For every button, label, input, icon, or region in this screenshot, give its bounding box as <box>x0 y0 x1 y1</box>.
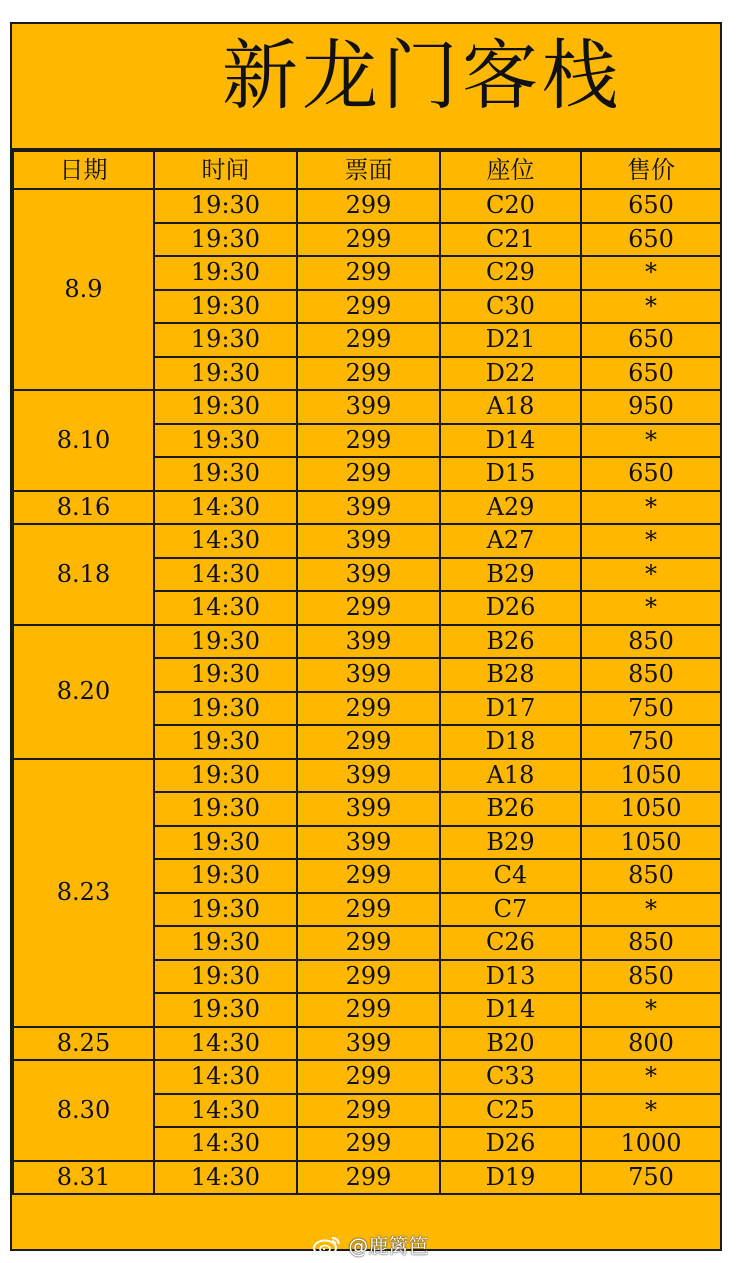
table-row <box>13 1027 721 1061</box>
price-cell: 750 <box>581 1161 721 1195</box>
header-time: 时间 <box>154 151 297 189</box>
table-header-row <box>13 151 721 189</box>
price-cell: * <box>581 290 721 324</box>
time-cell: 19:30 <box>154 725 297 759</box>
seat-cell: C7 <box>440 893 581 927</box>
time-cell: 19:30 <box>154 323 297 357</box>
table-row <box>13 189 721 223</box>
time-cell: 14:30 <box>154 558 297 592</box>
time-cell: 19:30 <box>154 960 297 994</box>
face-value-cell: 299 <box>297 960 440 994</box>
face-value-cell: 299 <box>297 859 440 893</box>
face-value-cell: 399 <box>297 826 440 860</box>
seat-cell: D17 <box>440 692 581 726</box>
face-value-cell: 299 <box>297 591 440 625</box>
time-cell: 19:30 <box>154 223 297 257</box>
table-row <box>13 1161 721 1195</box>
face-value-cell: 299 <box>297 926 440 960</box>
seat-cell: D26 <box>440 591 581 625</box>
price-cell: 850 <box>581 658 721 692</box>
price-cell: 650 <box>581 457 721 491</box>
face-value-cell: 299 <box>297 1161 440 1195</box>
price-cell: 750 <box>581 725 721 759</box>
price-table <box>12 150 722 1195</box>
face-value-cell: 299 <box>297 1094 440 1128</box>
seat-cell: B29 <box>440 826 581 860</box>
price-cell: 650 <box>581 223 721 257</box>
time-cell: 14:30 <box>154 1127 297 1161</box>
price-cell: 850 <box>581 960 721 994</box>
seat-cell: B26 <box>440 792 581 826</box>
seat-cell: C29 <box>440 256 581 290</box>
seat-cell: D26 <box>440 1127 581 1161</box>
date-cell: 8.25 <box>13 1027 154 1061</box>
date-cell: 8.9 <box>13 189 154 390</box>
face-value-cell: 299 <box>297 457 440 491</box>
seat-cell: D14 <box>440 993 581 1027</box>
time-cell: 19:30 <box>154 859 297 893</box>
table-body <box>13 189 721 1194</box>
time-cell: 14:30 <box>154 1094 297 1128</box>
seat-cell: B26 <box>440 625 581 659</box>
face-value-cell: 299 <box>297 725 440 759</box>
price-cell: * <box>581 893 721 927</box>
price-cell: * <box>581 491 721 525</box>
face-value-cell: 399 <box>297 625 440 659</box>
time-cell: 19:30 <box>154 692 297 726</box>
seat-cell: C20 <box>440 189 581 223</box>
price-cell: * <box>581 591 721 625</box>
seat-cell: C4 <box>440 859 581 893</box>
title-bar <box>12 24 720 150</box>
face-value-cell: 299 <box>297 323 440 357</box>
watermark-text: @鹿篱笆 <box>348 1234 429 1258</box>
price-cell: 850 <box>581 625 721 659</box>
price-cell: 950 <box>581 390 721 424</box>
date-cell: 8.20 <box>13 625 154 759</box>
price-cell: 850 <box>581 859 721 893</box>
price-cell: 650 <box>581 323 721 357</box>
time-cell: 19:30 <box>154 189 297 223</box>
table-row <box>13 759 721 793</box>
watermark <box>312 1230 428 1256</box>
time-cell: 19:30 <box>154 390 297 424</box>
table-row <box>13 625 721 659</box>
time-cell: 14:30 <box>154 591 297 625</box>
seat-cell: A18 <box>440 390 581 424</box>
time-cell: 14:30 <box>154 1027 297 1061</box>
date-cell: 8.10 <box>13 390 154 491</box>
time-cell: 19:30 <box>154 457 297 491</box>
time-cell: 19:30 <box>154 625 297 659</box>
date-cell: 8.16 <box>13 491 154 525</box>
seat-cell: A29 <box>440 491 581 525</box>
face-value-cell: 399 <box>297 524 440 558</box>
date-cell: 8.23 <box>13 759 154 1027</box>
time-cell: 14:30 <box>154 524 297 558</box>
time-cell: 19:30 <box>154 290 297 324</box>
time-cell: 19:30 <box>154 993 297 1027</box>
time-cell: 19:30 <box>154 792 297 826</box>
seat-cell: B28 <box>440 658 581 692</box>
face-value-cell: 299 <box>297 223 440 257</box>
face-value-cell: 399 <box>297 491 440 525</box>
weibo-icon <box>312 1235 342 1257</box>
header-seat: 座位 <box>440 151 581 189</box>
time-cell: 19:30 <box>154 357 297 391</box>
price-cell: 1050 <box>581 792 721 826</box>
face-value-cell: 299 <box>297 1060 440 1094</box>
price-cell: 1050 <box>581 759 721 793</box>
face-value-cell: 299 <box>297 357 440 391</box>
price-cell: 650 <box>581 189 721 223</box>
ticket-sheet <box>10 22 722 1251</box>
header-price: 售价 <box>581 151 721 189</box>
time-cell: 19:30 <box>154 658 297 692</box>
face-value-cell: 299 <box>297 424 440 458</box>
price-cell: * <box>581 424 721 458</box>
time-cell: 19:30 <box>154 759 297 793</box>
time-cell: 14:30 <box>154 1060 297 1094</box>
header-date: 日期 <box>13 151 154 189</box>
seat-cell: D19 <box>440 1161 581 1195</box>
date-cell: 8.30 <box>13 1060 154 1161</box>
table-row <box>13 390 721 424</box>
price-cell: * <box>581 524 721 558</box>
time-cell: 19:30 <box>154 826 297 860</box>
table-row <box>13 1060 721 1094</box>
date-cell: 8.31 <box>13 1161 154 1195</box>
price-cell: 1050 <box>581 826 721 860</box>
time-cell: 14:30 <box>154 1161 297 1195</box>
face-value-cell: 299 <box>297 189 440 223</box>
seat-cell: C30 <box>440 290 581 324</box>
price-cell: 650 <box>581 357 721 391</box>
face-value-cell: 299 <box>297 993 440 1027</box>
face-value-cell: 299 <box>297 256 440 290</box>
seat-cell: C26 <box>440 926 581 960</box>
price-cell: * <box>581 1094 721 1128</box>
price-cell: 800 <box>581 1027 721 1061</box>
time-cell: 19:30 <box>154 893 297 927</box>
time-cell: 14:30 <box>154 491 297 525</box>
price-cell: * <box>581 993 721 1027</box>
price-cell: * <box>581 256 721 290</box>
price-cell: 850 <box>581 926 721 960</box>
face-value-cell: 399 <box>297 390 440 424</box>
table-row <box>13 524 721 558</box>
face-value-cell: 399 <box>297 558 440 592</box>
seat-cell: C21 <box>440 223 581 257</box>
face-value-cell: 399 <box>297 759 440 793</box>
seat-cell: D21 <box>440 323 581 357</box>
seat-cell: D18 <box>440 725 581 759</box>
face-value-cell: 399 <box>297 792 440 826</box>
face-value-cell: 399 <box>297 658 440 692</box>
face-value-cell: 299 <box>297 290 440 324</box>
page-title: 新龙门客栈 <box>222 31 622 120</box>
face-value-cell: 299 <box>297 692 440 726</box>
time-cell: 19:30 <box>154 256 297 290</box>
price-cell: 1000 <box>581 1127 721 1161</box>
seat-cell: D22 <box>440 357 581 391</box>
seat-cell: A27 <box>440 524 581 558</box>
face-value-cell: 399 <box>297 1027 440 1061</box>
header-face-value: 票面 <box>297 151 440 189</box>
time-cell: 19:30 <box>154 424 297 458</box>
face-value-cell: 299 <box>297 1127 440 1161</box>
seat-cell: B20 <box>440 1027 581 1061</box>
table-row <box>13 491 721 525</box>
seat-cell: D13 <box>440 960 581 994</box>
seat-cell: D15 <box>440 457 581 491</box>
price-cell: * <box>581 558 721 592</box>
face-value-cell: 299 <box>297 893 440 927</box>
price-cell: 750 <box>581 692 721 726</box>
seat-cell: D14 <box>440 424 581 458</box>
time-cell: 19:30 <box>154 926 297 960</box>
date-cell: 8.18 <box>13 524 154 625</box>
seat-cell: C25 <box>440 1094 581 1128</box>
seat-cell: A18 <box>440 759 581 793</box>
seat-cell: C33 <box>440 1060 581 1094</box>
seat-cell: B29 <box>440 558 581 592</box>
price-cell: * <box>581 1060 721 1094</box>
